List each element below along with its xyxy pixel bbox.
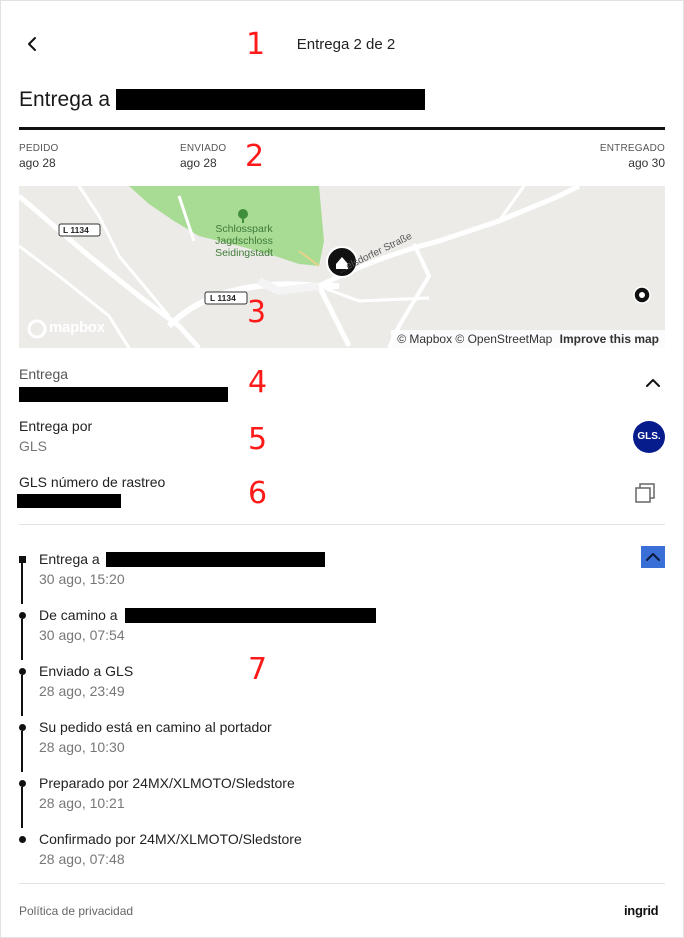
timeline-title: Preparado por 24MX/XLMOTO/Sledstore [39, 775, 295, 791]
stage-ordered [19, 143, 59, 170]
tracking-label: GLS número de rastreo [19, 474, 166, 490]
stage-shipped [180, 143, 226, 170]
redacted-timeline-address [106, 552, 325, 567]
stage-label: ENVIADO [180, 143, 227, 154]
timeline-title: Confirmado por 24MX/XLMOTO/Sledstore [39, 831, 302, 847]
timeline-marker-square [19, 556, 26, 563]
timeline-time: 28 ago, 07:48 [39, 851, 125, 867]
annotation-marker-1: 1 [246, 27, 266, 62]
annotation-marker-5: 5 [248, 422, 268, 457]
stage-date: ago 28 [19, 156, 56, 170]
annotation-marker-7: 7 [248, 652, 268, 687]
timeline-marker-dot [19, 612, 26, 619]
timeline-time: 30 ago, 07:54 [39, 627, 125, 643]
carrier-section [19, 418, 92, 454]
timeline-connector [21, 675, 23, 716]
stage-date: ago 30 [628, 156, 665, 170]
stage-date: ago 28 [180, 156, 217, 170]
timeline-connector [21, 563, 23, 604]
timeline-connector [21, 787, 23, 828]
redacted-delivery-address [19, 387, 228, 402]
redacted-timeline-address [125, 608, 376, 623]
map-attribution [391, 330, 665, 348]
annotation-marker-4: 4 [248, 365, 268, 400]
timeline-title: Su pedido está en camino al portador [39, 719, 272, 735]
privacy-policy-link[interactable]: Política de privacidad [19, 904, 134, 918]
carrier-label: Entrega por [19, 418, 93, 434]
collapse-timeline-button[interactable] [641, 546, 665, 568]
divider [19, 524, 665, 525]
timeline-title: Enviado a GLS [39, 663, 134, 679]
park-label [194, 223, 294, 259]
timeline-time: 30 ago, 15:20 [39, 571, 125, 587]
annotation-marker-3: 3 [247, 295, 267, 330]
progress-bar [19, 127, 665, 130]
stage-delivered [600, 143, 665, 170]
timeline-marker-dot [19, 668, 26, 675]
delivery-label: Entrega [19, 366, 69, 382]
improve-map-link[interactable]: Improve this map [559, 332, 659, 346]
carrier-value: GLS [19, 438, 48, 454]
brand-logo: ingrid [624, 903, 659, 918]
delivery-heading: Entrega a [19, 88, 111, 111]
delivery-map[interactable] [19, 186, 665, 348]
stage-label: PEDIDO [19, 143, 59, 154]
timeline-connector [21, 619, 23, 660]
copy-icon[interactable] [634, 482, 656, 504]
attribution-text[interactable]: © Mapbox © OpenStreetMap [397, 332, 553, 346]
chevron-up-icon[interactable] [644, 376, 662, 390]
park-label-line-3: Seidingstadt [215, 247, 273, 259]
timeline-marker-dot [19, 724, 26, 731]
park-label-line-1: Schlosspark [215, 223, 273, 235]
redacted-tracking-number [17, 494, 121, 508]
timeline-connector [21, 731, 23, 772]
timeline-title: Entrega a [39, 551, 100, 567]
timeline-title: De camino a [39, 607, 118, 623]
timeline-time: 28 ago, 10:21 [39, 795, 125, 811]
park-label-line-2: Jagdschloss [215, 235, 273, 247]
timeline-time: 28 ago, 23:49 [39, 683, 125, 699]
road-shield-label: L 1134 [63, 225, 89, 235]
divider [19, 883, 665, 884]
redacted-address [116, 89, 425, 110]
timeline-marker-dot [19, 836, 26, 843]
page-title: Entrega 2 de 2 [296, 36, 396, 53]
timeline-marker-dot [19, 780, 26, 787]
timeline-time: 28 ago, 10:30 [39, 739, 125, 755]
street-label: ...elsdorfer Straße [337, 230, 414, 276]
stage-label: ENTREGADO [599, 143, 665, 154]
annotation-marker-6: 6 [248, 476, 268, 511]
mapbox-logo[interactable]: mapbox [49, 319, 105, 336]
gls-logo: GLS. [633, 421, 665, 453]
annotation-marker-2: 2 [245, 139, 265, 174]
road-shield-label: L 1134 [210, 293, 236, 303]
